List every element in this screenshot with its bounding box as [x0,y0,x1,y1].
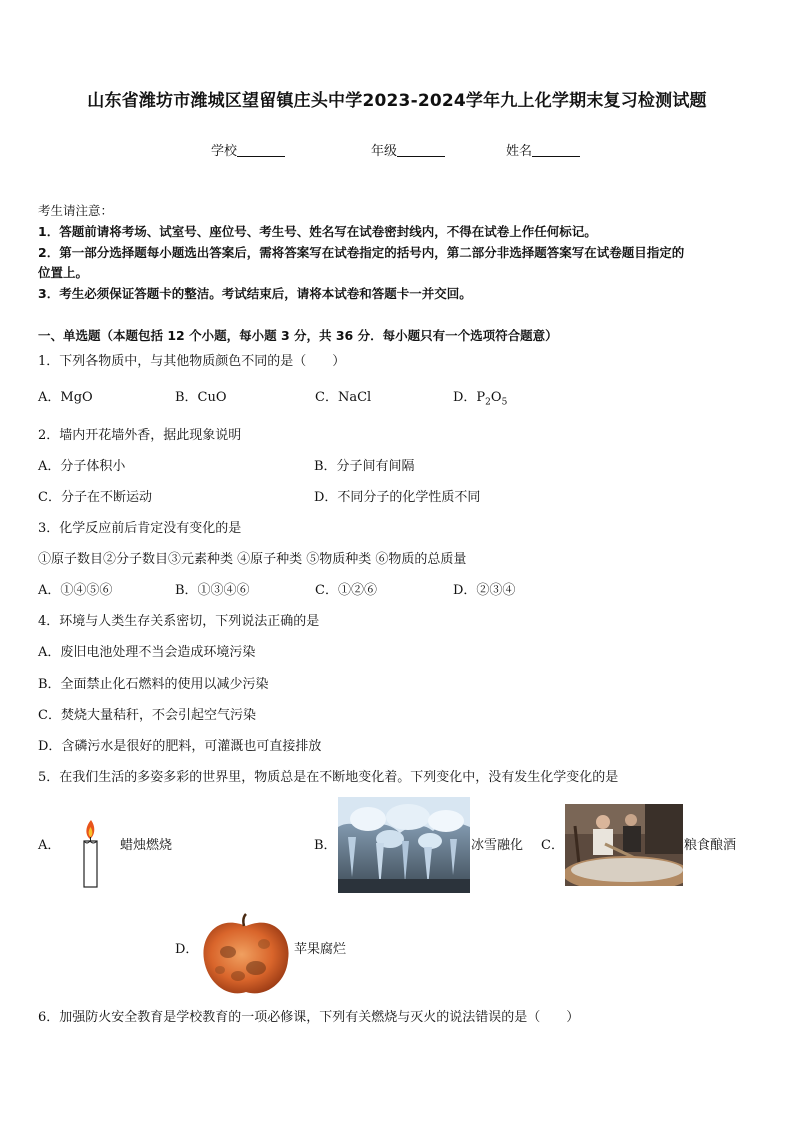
q2-option-d[interactable]: D．不同分子的化学性质不同 [314,490,481,505]
q5-stem: 5．在我们生活的多姿多彩的世界里，物质总是在不断地变化着。下列变化中，没有发生化学变化的是 [38,770,619,785]
name-field [506,140,580,159]
school-label: 学校 [211,144,238,159]
q4-option-d[interactable]: D．含磷污水是很好的肥料，可灌溉也可直接排放 [38,739,322,754]
q5-option-a-letter[interactable]: A． [38,838,61,853]
grade-blank[interactable] [397,144,445,157]
q1-option-a[interactable]: A．MgO [38,390,93,405]
name-label: 姓名 [506,144,533,159]
grade-field [371,140,445,159]
q3-stem: 3．化学反应前后肯定没有变化的是 [38,521,242,536]
q6-stem: 6．加强防火安全教育是学校教育的一项必修课，下列有关燃烧与灭火的说法错误的是（ ） [38,1010,580,1025]
notice-item-1: 1．答题前请将考场、试室号、座位号、考生号、姓名写在试卷密封线内，不得在试卷上作任何标记。 [38,224,597,239]
q1-d-sub2: 5 [501,397,508,408]
q5-option-d-letter[interactable]: D． [175,942,199,957]
q5-option-b-text: 冰雪融化 [471,838,524,853]
q4-option-b[interactable]: B．全面禁止化石燃料的使用以减少污染 [38,677,269,692]
q5-option-a-text: 蜡烛燃烧 [120,838,173,853]
q3-items: ①原子数目②分子数目③元素种类 ④原子种类 ⑤物质种类 ⑥物质的总质量 [38,552,467,567]
q1-option-d[interactable] [453,388,507,413]
q1-d-o: O [490,390,502,405]
notice-item-2-cont: 位置上。 [38,265,89,280]
ice-image [338,797,470,893]
q4-stem: 4．环境与人类生存关系密切，下列说法正确的是 [38,614,320,629]
q5-option-b-letter[interactable]: B． [314,838,337,853]
q3-option-c[interactable]: C．①②⑥ [315,583,377,598]
q2-option-b[interactable]: B．分子间有间隔 [314,459,415,474]
q5-option-c-text: 粮食酿酒 [684,838,737,853]
grade-label: 年级 [371,144,398,159]
q2-option-c[interactable]: C．分子在不断运动 [38,490,152,505]
notice-heading: 考生请注意： [38,203,114,218]
q1-option-c[interactable]: C．NaCl [315,390,372,405]
notice-item-2: 2．第一部分选择题每小题选出答案后，需将答案写在试卷指定的括号内，第二部分非选择题答案写在试卷题目指定的 [38,245,685,260]
q3-option-b[interactable]: B．①③④⑥ [175,583,250,598]
q4-option-a[interactable]: A．废旧电池处理不当会造成环境污染 [38,645,256,660]
q1-d-sub1: 2 [485,397,491,408]
apple-image [198,912,294,998]
q4-option-c[interactable]: C．焚烧大量秸秆，不会引起空气污染 [38,708,256,723]
school-blank[interactable] [237,144,285,157]
school-field [211,140,285,159]
candle-image [76,817,102,889]
q2-stem: 2．墙内开花墙外香，据此现象说明 [38,428,242,443]
name-blank[interactable] [532,144,580,157]
q3-option-d[interactable]: D．②③④ [453,583,516,598]
q5-option-c-letter[interactable]: C． [541,838,564,853]
q2-option-a[interactable]: A．分子体积小 [38,459,126,474]
q1-d-p: D．P [453,390,486,405]
brewing-image [565,804,683,886]
q5-option-d-text: 苹果腐烂 [294,942,347,957]
page-title: 山东省潍坊市潍城区望留镇庄头中学2023-2024学年九上化学期末复习检测试题 [87,91,707,111]
section-heading: 一、单选题（本题包括 12 个小题，每小题 3 分，共 36 分．每小题只有一个选项符合题意） [38,328,558,343]
q3-option-a[interactable]: A．①④⑤⑥ [38,583,113,598]
q1-stem: 1．下列各物质中，与其他物质颜色不同的是（ ） [38,354,346,369]
notice-item-3: 3．考生必须保证答题卡的整洁。考试结束后，请将本试卷和答题卡一并交回。 [38,286,472,301]
q1-option-b[interactable]: B．CuO [175,390,227,405]
